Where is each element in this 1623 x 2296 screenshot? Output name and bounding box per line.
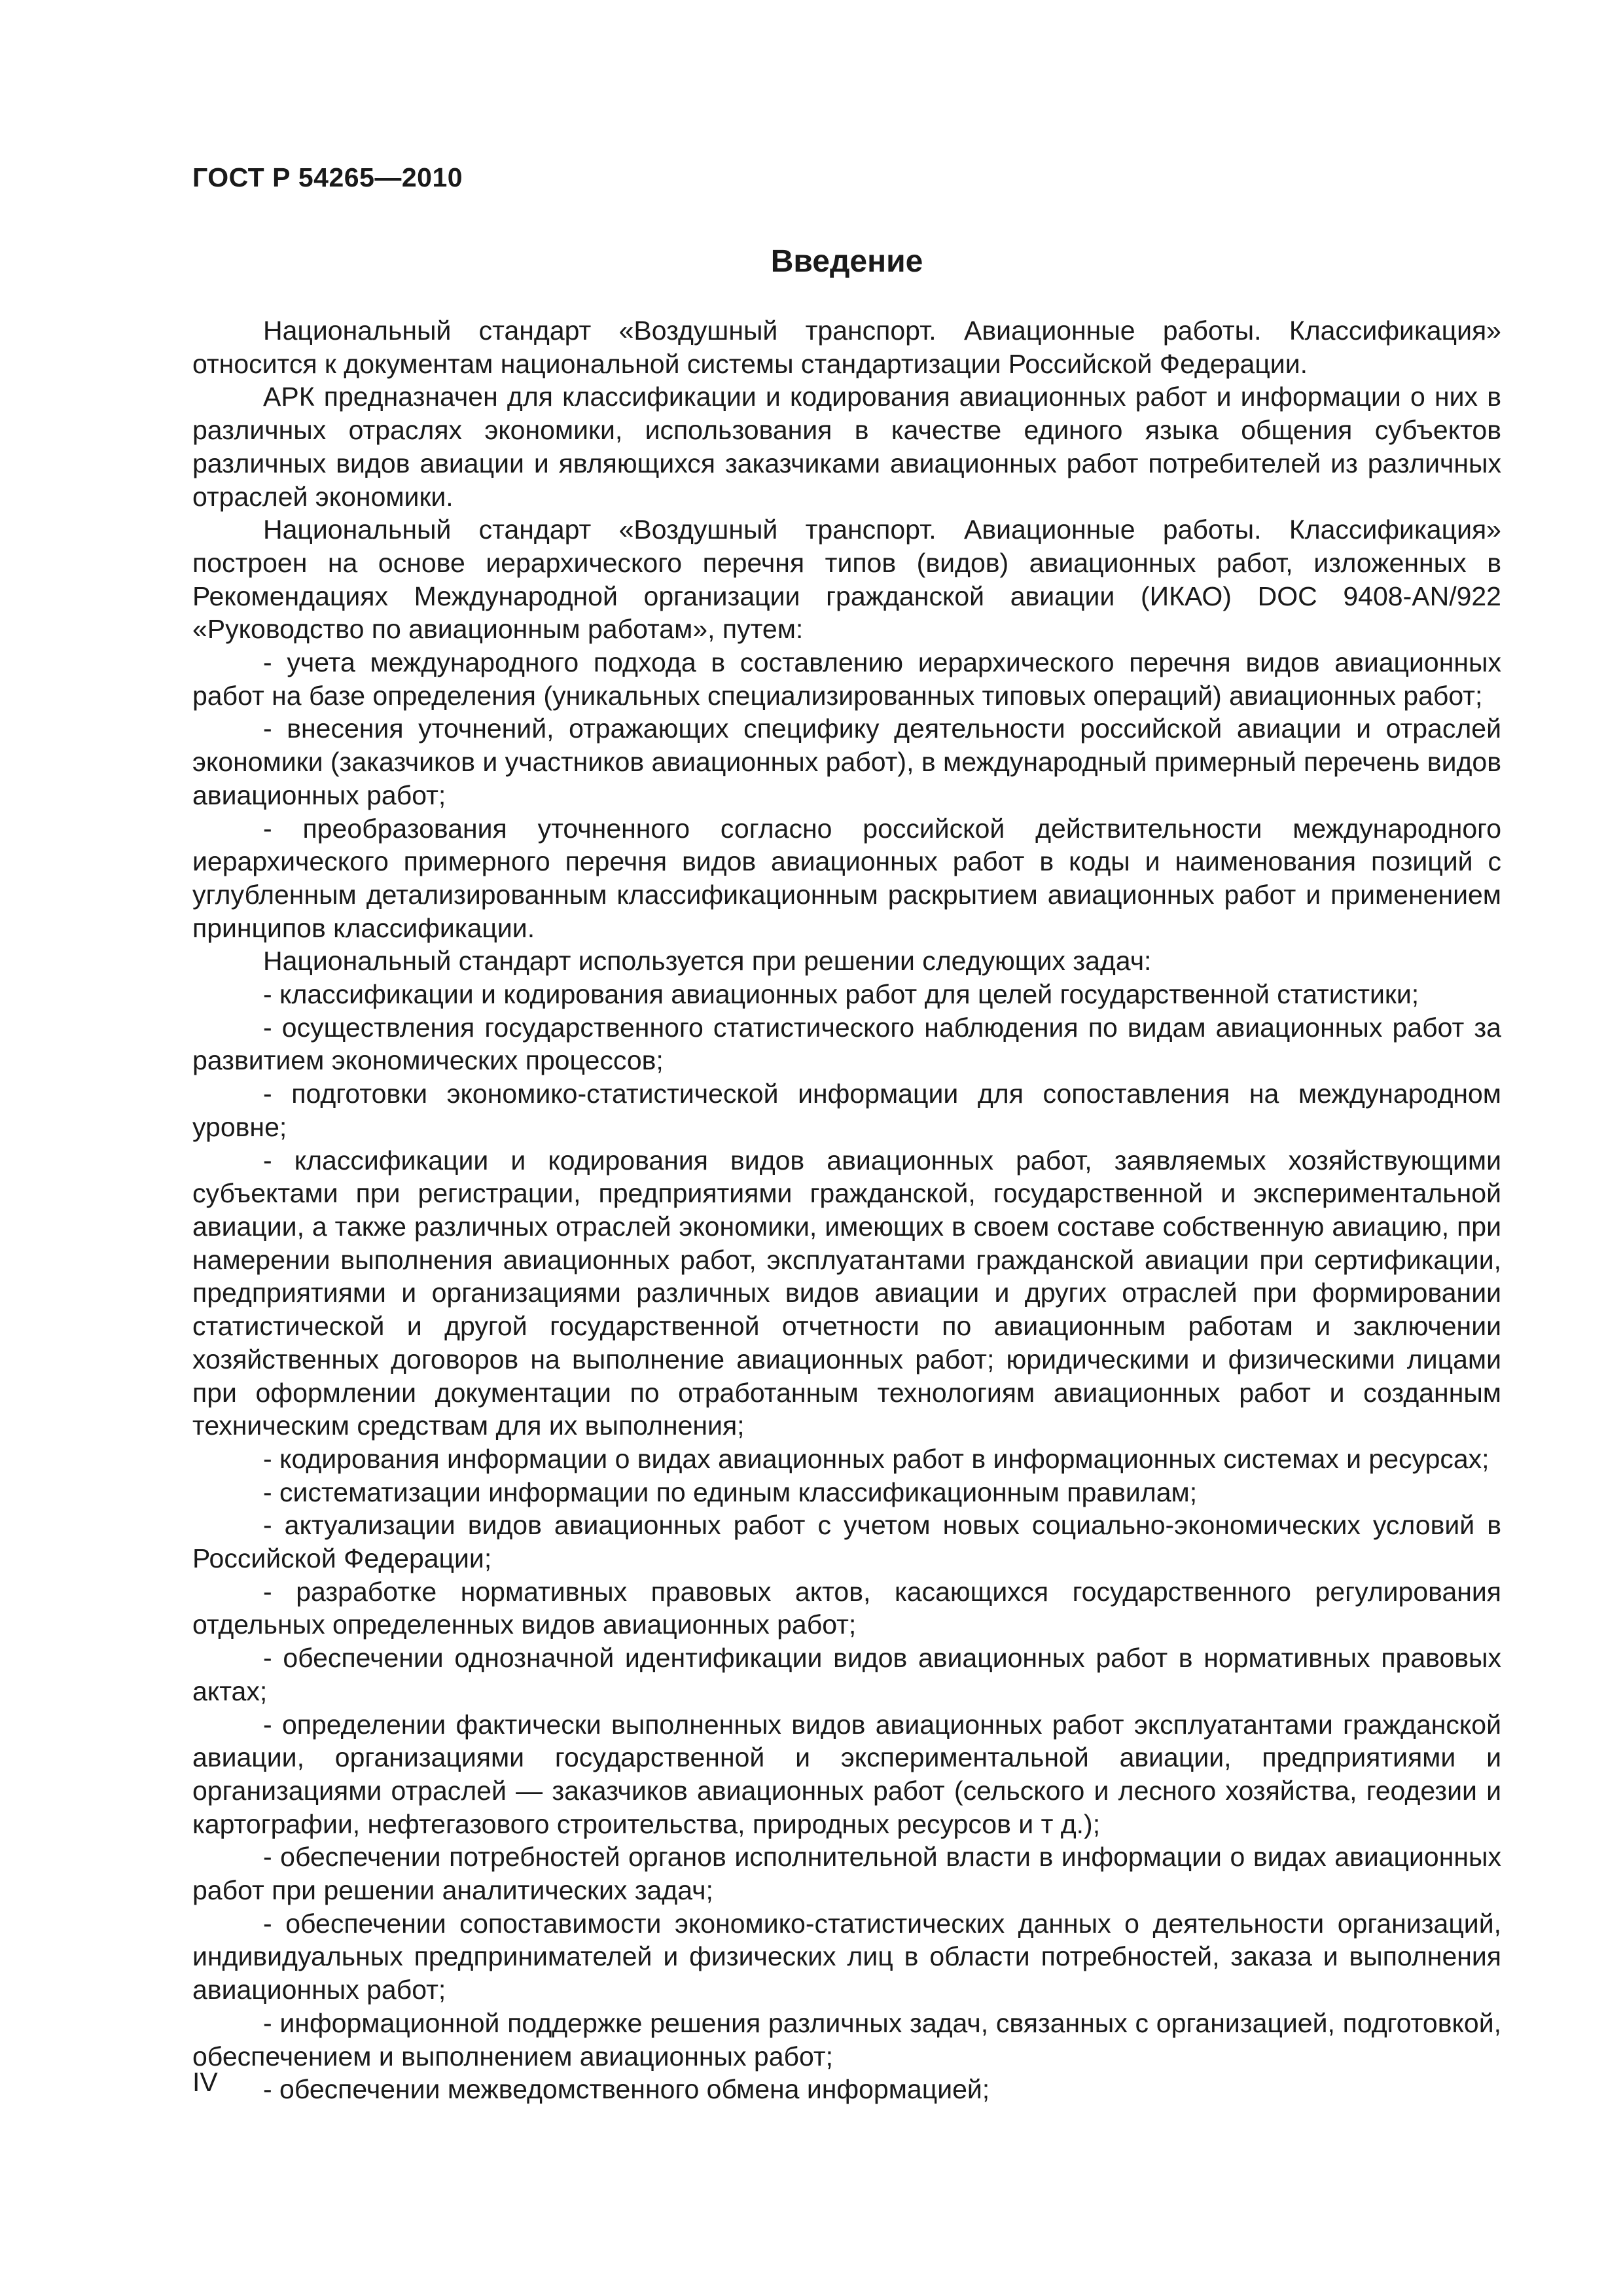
list-item: - преобразования уточненного согласно российской действительности международного иерархического примерного перечня видов авиационных работ в коды и наименования позиций с углубленным детализированным классификационным раскрытием авиационных работ и применением принципов классификации. [192,813,1501,943]
list-item: - учета международного подхода в составлению иерархического перечня видов авиационных работ на базе определения (уникальных специализированных типовых операций) авиационных работ; [192,647,1501,711]
list-item: - определении фактически выполненных видов авиационных работ эксплуатантами гражданской авиации, организациями государственной и экспериментальной авиации, предприятиями и организациями отраслей — заказчиков авиационных работ (сельского и лесного хозяйства, геодезии и картографии, нефтегазового строительства, природных ресурсов и т д.); [192,1709,1501,1839]
section-title: Введение [770,244,923,279]
document-code: ГОСТ Р 54265—2010 [192,162,463,192]
list-item: - обеспечении однозначной идентификации видов авиационных работ в нормативных правовых актах; [192,1643,1501,1706]
list-item: - систематизации информации по единым классификационным правилам; [263,1477,1198,1507]
list-item: - классификации и кодирования видов авиационных работ, заявляемых хозяйствующими субъектами при регистрации, предприятиями гражданской, государственной и экспериментальной авиации, а также различных отраслей экономики, имеющих в своем составе собственную авиацию, при намерении выполнения авиационных работ, эксплуатантами гражданской авиации при сертификации, предприятиями и организациями различных видов авиации и других отраслей при формировании статистической и другой государственной отчетности по авиационным работам и заключении хозяйственных договоров на выполнение авиационных работ; юридическими и физическими лицами при оформлении документации по отработанным технологиям авиационных работ и созданным техническим средствам для их выполнения; [192,1145,1501,1441]
list-item: - классификации и кодирования авиационных работ для целей государственной статистики; [263,979,1419,1010]
paragraph: Национальный стандарт «Воздушный транспорт. Авиационные работы. Классификация» построен на основе иерархического перечня типов (видов) авиационных работ, изложенных в Рекомендациях Международной организации гражданской авиации (ИКАО) DOC 9408-AN/922 «Руководство по авиационным работам», путем: [192,514,1501,645]
page-number: IV [192,2067,218,2097]
list-item: - осуществления государственного статистического наблюдения по видам авиационных работ за развитием экономических процессов; [192,1012,1501,1076]
list-item: - внесения уточнений, отражающих специфику деятельности российской авиации и отраслей экономики (заказчиков и участников авиационных работ), в международный примерный перечень видов авиационных работ; [192,713,1501,810]
list-item: - обеспечении потребностей органов исполнительной власти в информации о видах авиационных работ при решении аналитических задач; [192,1842,1501,1906]
list-item: - информационной поддержке решения различных задач, связанных с организацией, подготовкой, обеспечением и выполнением авиационных работ; [192,2007,1501,2072]
list-item: - обеспечении сопоставимости экономико-статистических данных о деятельности организаций, индивидуальных предпринимателей и физических лиц в области потребностей, заказа и выполнения авиационных работ; [192,1908,1501,2005]
list-item: - кодирования информации о видах авиационных работ в информационных системах и ресурсах; [263,1443,1489,1474]
paragraph: Национальный стандарт «Воздушный транспорт. Авиационные работы. Классификация» относится к документам национальной системы стандартизации Российской Федерации. [192,315,1501,379]
list-item: - разработке нормативных правовых актов, касающихся государственного регулирования отдельных определенных видов авиационных работ; [192,1576,1501,1640]
list-item: - актуализации видов авиационных работ с учетом новых социально-экономических условий в Российской Федерации; [192,1510,1501,1574]
paragraph: Национальный стандарт используется при решении следующих задач: [263,946,1152,977]
body-text [192,314,1501,2106]
list-item: - обеспечении межведомственного обмена информацией; [263,2074,990,2105]
list-item: - подготовки экономико-статистической информации для сопоставления на международном уровне; [192,1079,1501,1142]
paragraph: АРК предназначен для классификации и кодирования авиационных работ и информации о них в различных отраслях экономики, использования в качестве единого языка общения субъектов различных видов авиации и являющихся заказчиками авиационных работ потребителей из различных отраслей экономики. [192,382,1501,512]
